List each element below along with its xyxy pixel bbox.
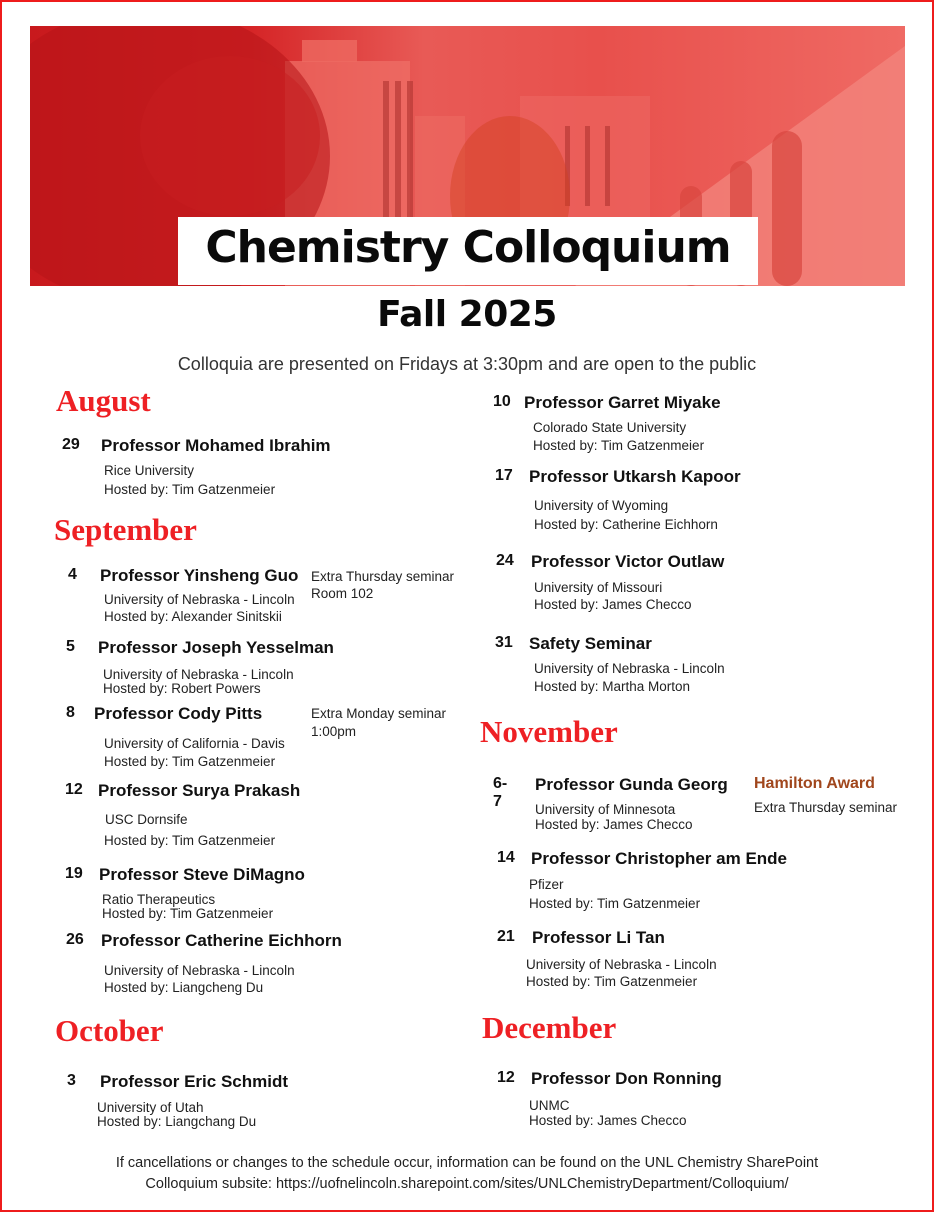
event-speaker: Professor Mohamed Ibrahim: [101, 436, 331, 455]
event-host: Hosted by: James Checco: [534, 597, 692, 612]
event-note: Room 102: [311, 586, 374, 601]
footer-line: If cancellations or changes to the schedule occur, information can be found on the UNL Chemistry SharePoint: [115, 1155, 819, 1171]
event-affiliation: University of Wyoming: [534, 498, 669, 513]
event-day: 14: [497, 849, 515, 866]
schedule-tagline: Colloquia are presented on Fridays at 3:30pm and are open to the public: [177, 354, 757, 374]
event-day: 31: [495, 634, 513, 651]
event-speaker: Professor Catherine Eichhorn: [101, 931, 342, 950]
event-speaker: Professor Li Tan: [532, 928, 665, 947]
event-affiliation: University of Nebraska - Lincoln: [534, 661, 725, 676]
award-badge: Hamilton Award: [754, 775, 875, 792]
event-note: 1:00pm: [311, 724, 357, 739]
event-day: 29: [62, 436, 80, 453]
event-speaker: Professor Victor Outlaw: [531, 552, 725, 571]
event-affiliation: University of Utah: [97, 1100, 204, 1115]
event-host: Hosted by: Tim Gatzenmeier: [533, 438, 705, 453]
event-note: Extra Thursday seminar: [311, 569, 455, 584]
event-host: Hosted by: Tim Gatzenmeier: [104, 754, 276, 769]
event-day: 19: [65, 865, 83, 882]
event-day: 12: [65, 781, 83, 798]
event-host: Hosted by: James Checco: [535, 817, 693, 832]
month-heading-september: September: [54, 512, 197, 547]
event-speaker: Professor Eric Schmidt: [100, 1072, 289, 1091]
event-affiliation: Rice University: [104, 463, 195, 478]
event-affiliation: University of Nebraska - Lincoln: [526, 957, 717, 972]
event-affiliation: University of Minnesota: [535, 802, 676, 817]
page-title: Chemistry Colloquium: [205, 222, 731, 273]
event-host: Hosted by: Liangchang Du: [97, 1114, 257, 1129]
event-speaker: Professor Utkarsh Kapoor: [529, 467, 741, 486]
event-affiliation: University of Nebraska - Lincoln: [104, 592, 295, 607]
event-speaker: Professor Don Ronning: [531, 1069, 722, 1088]
event-affiliation: Ratio Therapeutics: [102, 892, 216, 907]
event-note: Extra Monday seminar: [311, 706, 447, 721]
event-affiliation: University of California - Davis: [104, 736, 285, 751]
event-host: Hosted by: Liangcheng Du: [104, 980, 264, 995]
event-day: 17: [495, 467, 513, 484]
event-affiliation: Pfizer: [529, 877, 564, 892]
event-note: Extra Thursday seminar: [754, 800, 898, 815]
month-heading-august: August: [56, 383, 151, 418]
event-host: Hosted by: Robert Powers: [103, 681, 261, 696]
event-day: 4: [68, 566, 77, 583]
footer-notice: [0, 1153, 934, 1195]
event-speaker: Professor Christopher am Ende: [531, 849, 788, 868]
event-host: Hosted by: James Checco: [529, 1113, 687, 1128]
event-speaker: Professor Gunda Georg: [535, 775, 728, 794]
event-host: Hosted by: Catherine Eichhorn: [534, 517, 718, 532]
event-speaker: Professor Cody Pitts: [94, 704, 263, 723]
event-day: 24: [496, 552, 514, 569]
event-speaker: Professor Surya Prakash: [98, 781, 301, 800]
event-day: 12: [497, 1069, 515, 1086]
event-affiliation: USC Dornsife: [105, 812, 188, 827]
event-affiliation: University of Nebraska - Lincoln: [104, 963, 295, 978]
event-speaker: Professor Joseph Yesselman: [98, 638, 334, 657]
event-host: Hosted by: Tim Gatzenmeier: [104, 482, 276, 497]
footer-link-line[interactable]: Colloquium subsite: https://uofnelincoln.sharepoint.com/sites/UNLChemistryDepartment/Colloquium/: [145, 1176, 789, 1192]
event-affiliation: UNMC: [529, 1098, 570, 1113]
event-day: 6-7: [493, 775, 508, 810]
month-heading-december: December: [482, 1010, 617, 1045]
event-day: 26: [66, 931, 84, 948]
month-heading-november: November: [480, 714, 618, 749]
event-day: 21: [497, 928, 515, 945]
event-host: Hosted by: Martha Morton: [534, 679, 691, 694]
event-day: 5: [66, 638, 75, 655]
semester-subtitle: Fall 2025: [377, 294, 557, 335]
event-affiliation: Colorado State University: [533, 420, 687, 435]
event-host: Hosted by: Tim Gatzenmeier: [529, 896, 701, 911]
event-day: 10: [493, 393, 511, 410]
event-day: 3: [67, 1072, 76, 1089]
event-speaker: Professor Steve DiMagno: [99, 865, 305, 884]
event-affiliation: University of Nebraska - Lincoln: [103, 667, 294, 682]
event-host: Hosted by: Tim Gatzenmeier: [104, 833, 276, 848]
event-speaker: Professor Yinsheng Guo: [100, 566, 299, 585]
event-speaker: Professor Garret Miyake: [524, 393, 721, 412]
event-host: Hosted by: Tim Gatzenmeier: [102, 906, 274, 921]
event-affiliation: University of Missouri: [534, 580, 663, 595]
event-day: 8: [66, 704, 75, 721]
event-speaker: Safety Seminar: [529, 634, 652, 653]
month-heading-october: October: [55, 1013, 164, 1048]
event-host: Hosted by: Alexander Sinitskii: [104, 609, 282, 624]
event-host: Hosted by: Tim Gatzenmeier: [526, 974, 698, 989]
